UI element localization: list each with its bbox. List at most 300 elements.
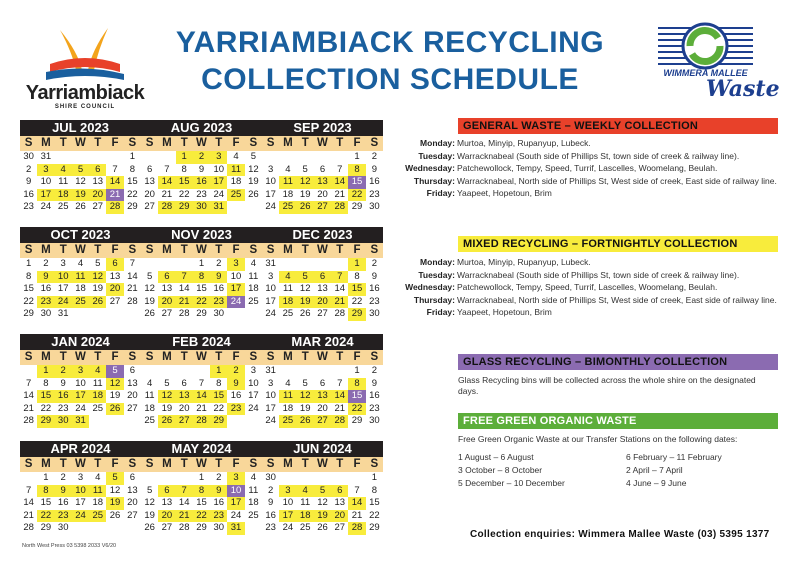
day-cell: 29	[351, 415, 363, 426]
page-title	[150, 24, 630, 98]
day-cell	[158, 472, 175, 485]
weekday-label: S	[24, 458, 33, 470]
day-cell: 20	[178, 402, 190, 414]
month-name: APR 2024	[20, 441, 141, 457]
printer-note: North West Press 03 5398 2033 V6/20	[22, 543, 117, 549]
weekday-label: W	[75, 137, 86, 149]
day-cell: 29	[210, 415, 227, 428]
day-cell: 11	[72, 271, 89, 284]
weekday-header	[20, 457, 141, 472]
day-cell: 18	[297, 510, 314, 523]
day-cell: 22	[193, 510, 210, 523]
day-cell: 22	[348, 403, 365, 416]
day-cell: 24	[75, 402, 86, 414]
day-cell: 20	[127, 497, 138, 508]
day-cell	[72, 522, 89, 535]
schedule-row	[398, 270, 780, 281]
day-cell: 5	[106, 365, 123, 378]
day-cell: 1	[176, 151, 193, 164]
day-cell: 7	[112, 163, 118, 175]
schedule-towns: Warracknabeal (South side of Phillips St, town side of creek & railway line).	[457, 150, 740, 161]
weekday-label: T	[180, 351, 188, 363]
day-cell: 24	[265, 308, 276, 319]
day-cell: 9	[210, 271, 227, 284]
day-cell: 26	[317, 522, 328, 533]
schedule-day: Wednesday:	[405, 282, 455, 292]
schedule-towns: Patchewollock, Tempy, Speed, Turrif, Lascelles, Woomelang, Beulah.	[457, 282, 718, 292]
day-cell: 15	[127, 176, 138, 187]
day-cell: 18	[230, 176, 242, 187]
day-cell: 14	[331, 390, 348, 403]
schedule-towns: Murtoa, Minyip, Rupanyup, Lubeck.	[457, 138, 591, 148]
day-cell: 9	[267, 497, 274, 508]
weekday-header	[141, 350, 262, 365]
day-cell: 9	[371, 377, 377, 389]
day-cell: 24	[282, 522, 294, 533]
day-cell: 2	[43, 258, 49, 269]
wimmera-mallee-waste-logo	[628, 20, 783, 108]
day-cell	[124, 415, 141, 428]
day-cell: 8	[354, 270, 360, 282]
schedule-day: Monday:	[420, 138, 455, 148]
day-cell	[314, 151, 331, 164]
shire-emblem-icon	[20, 22, 150, 84]
day-cell: 4	[55, 164, 72, 177]
day-cell: 9	[227, 378, 244, 391]
day-cell: 15	[40, 497, 52, 508]
day-cell: 28	[23, 522, 34, 533]
day-cell: 15	[196, 497, 207, 508]
weekday-label: F	[111, 458, 119, 470]
day-cell: 24	[265, 201, 276, 212]
weekday-label: M	[41, 244, 51, 256]
day-cell: 12	[89, 271, 106, 284]
day-cell: 30	[369, 415, 380, 426]
day-cell: 7	[337, 377, 343, 389]
weekday-label: S	[128, 351, 137, 363]
month-name: JUL 2023	[20, 120, 141, 136]
day-cell: 6	[319, 163, 326, 175]
day-cell: 27	[144, 201, 155, 212]
day-cell: 4	[297, 485, 314, 498]
day-cell: 17	[227, 283, 244, 296]
day-cell: 17	[57, 283, 69, 294]
day-cell: 14	[127, 270, 138, 282]
weekday-label: T	[215, 351, 223, 363]
day-cell: 17	[248, 390, 259, 401]
day-grid	[141, 365, 262, 428]
day-cell: 23	[369, 295, 380, 307]
day-cell: 26	[144, 522, 155, 533]
day-cell: 2	[25, 163, 32, 175]
title-line-2: COLLECTION SCHEDULE	[201, 63, 579, 96]
schedule-row	[398, 151, 780, 162]
day-cell: 26	[89, 296, 106, 309]
day-cell: 6	[146, 163, 153, 175]
day-cell: 21	[23, 402, 34, 414]
day-cell: 28	[106, 201, 123, 214]
day-cell: 30	[193, 201, 210, 214]
month-name: FEB 2024	[141, 334, 262, 350]
day-cell: 19	[299, 188, 311, 200]
day-cell: 8	[181, 163, 187, 175]
day-cell: 23	[210, 296, 227, 309]
day-cell: 29	[369, 522, 380, 533]
day-cell: 14	[106, 176, 123, 189]
green-waste-date: 2 April – 7 April	[626, 465, 683, 475]
day-cell	[141, 151, 158, 164]
day-cell: 2	[371, 365, 377, 376]
schedule-towns: Warracknabeal (South side of Phillips St, town side of creek & railway line).	[457, 269, 740, 280]
day-cell	[297, 151, 314, 164]
schedule-row	[398, 307, 780, 318]
day-cell: 28	[178, 308, 190, 319]
weekday-label: W	[317, 137, 328, 149]
day-cell: 31	[265, 258, 276, 269]
day-cell: 14	[23, 497, 34, 508]
weekday-label: W	[75, 458, 86, 470]
day-cell: 27	[314, 415, 331, 428]
day-cell: 6	[158, 271, 175, 284]
day-cell	[279, 472, 296, 485]
schedule-day: Tuesday:	[418, 150, 455, 161]
day-cell: 17	[227, 497, 244, 510]
weekday-label: T	[180, 458, 188, 470]
schedule-day: Thursday:	[413, 294, 455, 305]
day-cell: 20	[144, 188, 155, 200]
weekday-label: F	[353, 458, 361, 470]
weekday-label: M	[283, 351, 293, 363]
weekday-label: M	[41, 351, 51, 363]
day-cell	[106, 522, 123, 535]
day-cell: 6	[319, 377, 326, 389]
schedule-day: Monday:	[420, 257, 455, 267]
weekday-header	[262, 350, 383, 365]
day-cell: 13	[161, 497, 173, 508]
day-cell: 8	[193, 485, 210, 498]
day-cell: 11	[248, 484, 259, 496]
day-cell: 6	[158, 485, 175, 498]
weekday-label: T	[215, 244, 223, 256]
day-cell: 18	[279, 296, 296, 309]
weekday-label: T	[336, 458, 344, 470]
schedule-row	[398, 188, 780, 199]
day-cell: 21	[334, 188, 346, 200]
month-sep-2023	[262, 120, 383, 226]
day-cell: 29	[23, 308, 34, 319]
day-cell: 23	[265, 522, 276, 533]
month-name: JUN 2024	[262, 441, 383, 457]
day-cell: 25	[248, 295, 259, 307]
day-cell: 23	[23, 201, 34, 212]
day-cell: 3	[267, 163, 274, 175]
month-name: AUG 2023	[141, 120, 262, 136]
weekday-label: T	[180, 244, 188, 256]
day-cell: 2	[267, 484, 274, 496]
day-cell: 12	[144, 497, 155, 508]
day-cell: 12	[317, 497, 328, 508]
day-cell: 22	[40, 402, 52, 414]
day-cell: 16	[369, 283, 380, 294]
day-cell: 18	[248, 283, 259, 294]
day-cell: 8	[193, 271, 210, 284]
day-cell: 23	[369, 402, 380, 414]
collection-enquiries: Collection enquiries: Wimmera Mallee Waste (03) 5395 1377	[470, 529, 770, 540]
day-cell: 23	[57, 402, 69, 414]
day-cell: 19	[106, 497, 123, 510]
day-cell	[55, 151, 72, 164]
weekday-header	[141, 243, 262, 258]
day-cell: 5	[164, 377, 170, 389]
day-cell: 12	[158, 390, 175, 403]
day-cell	[141, 258, 158, 271]
weekday-label: T	[59, 137, 67, 149]
weekday-label: T	[215, 137, 223, 149]
day-cell: 10	[213, 163, 225, 175]
logo-line-1: WIMMERA MALLEE	[663, 68, 748, 78]
weekday-header	[262, 457, 383, 472]
day-cell: 6	[106, 258, 123, 271]
day-cell: 28	[178, 522, 190, 533]
day-cell: 6	[314, 271, 331, 284]
day-cell: 22	[127, 188, 138, 200]
schedule-towns: Yaapeet, Hopetoun, Brim	[457, 188, 552, 198]
weekday-label: W	[317, 244, 328, 256]
day-cell: 15	[196, 283, 207, 294]
weekday-label: S	[266, 351, 275, 363]
weekday-label: W	[317, 458, 328, 470]
weekday-label: S	[370, 244, 379, 256]
day-cell: 13	[127, 377, 138, 389]
day-cell: 9	[198, 163, 205, 175]
day-cell: 16	[55, 390, 72, 403]
day-cell: 31	[57, 308, 69, 319]
day-cell: 28	[348, 522, 365, 535]
day-cell: 30	[40, 308, 52, 319]
day-cell: 2	[193, 151, 210, 164]
day-cell: 28	[127, 295, 138, 307]
day-cell: 27	[109, 295, 121, 307]
day-cell: 29	[127, 201, 138, 212]
weekday-label: T	[94, 244, 102, 256]
day-cell: 14	[23, 390, 34, 401]
day-cell: 5	[297, 271, 314, 284]
day-cell: 1	[37, 365, 54, 378]
day-cell: 21	[331, 296, 348, 309]
day-cell	[245, 308, 262, 321]
day-cell: 11	[282, 283, 293, 294]
day-cell: 22	[193, 296, 210, 309]
day-cell: 6	[89, 164, 106, 177]
day-cell: 5	[302, 377, 308, 389]
day-cell: 11	[279, 176, 296, 189]
day-cell: 8	[129, 163, 135, 175]
day-cell: 26	[297, 415, 314, 428]
logo-subtitle: SHIRE COUNCIL	[54, 104, 116, 110]
day-cell	[20, 365, 37, 378]
day-cell: 15	[369, 497, 380, 508]
weekday-header	[20, 350, 141, 365]
weekday-label: S	[370, 458, 379, 470]
day-grid	[20, 151, 141, 214]
weekday-label: F	[232, 458, 240, 470]
day-cell	[262, 151, 279, 164]
schedule-towns: Warracknabeal, North side of Phillips St, West side of creek, East side of railway line.	[457, 175, 777, 186]
day-cell: 21	[127, 283, 138, 294]
day-cell: 21	[106, 189, 123, 202]
day-cell: 15	[23, 283, 34, 294]
day-cell: 7	[25, 377, 32, 389]
logo-line-2: Waste	[706, 76, 780, 102]
day-cell: 7	[331, 271, 348, 284]
day-cell: 7	[337, 163, 343, 175]
month-aug-2023	[141, 120, 262, 226]
day-cell: 12	[75, 176, 86, 187]
day-cell: 19	[248, 176, 259, 187]
day-cell: 14	[331, 176, 348, 189]
day-grid	[262, 472, 383, 535]
day-grid	[141, 472, 262, 535]
day-cell: 16	[57, 497, 69, 508]
day-cell: 29	[351, 201, 363, 212]
day-cell	[348, 472, 365, 485]
weekday-label: S	[128, 458, 137, 470]
day-cell	[89, 415, 106, 428]
day-cell: 24	[213, 188, 225, 200]
day-cell: 7	[176, 485, 193, 498]
day-cell: 1	[198, 258, 205, 269]
weekday-label: F	[353, 244, 361, 256]
day-cell: 13	[314, 176, 331, 189]
month-mar-2024	[262, 334, 383, 440]
day-cell: 7	[25, 484, 32, 496]
day-cell: 4	[95, 472, 101, 483]
day-cell: 3	[60, 258, 66, 269]
day-cell: 8	[348, 378, 365, 391]
day-cell: 8	[371, 484, 377, 496]
month-name: MAR 2024	[262, 334, 383, 350]
day-cell	[141, 472, 158, 485]
month-name: SEP 2023	[262, 120, 383, 136]
day-cell	[89, 151, 106, 164]
day-cell: 23	[227, 403, 244, 416]
day-cell: 16	[369, 390, 380, 401]
day-cell: 30	[55, 415, 72, 428]
weekday-label: S	[249, 351, 258, 363]
green-waste-date: 1 August – 6 August	[458, 452, 534, 462]
day-cell: 19	[299, 402, 311, 414]
title-line-1: YARRIAMBIACK RECYCLING	[175, 26, 605, 59]
day-cell: 10	[55, 271, 72, 284]
day-cell: 15	[348, 176, 365, 189]
month-name: OCT 2023	[20, 227, 141, 243]
day-cell: 25	[57, 201, 69, 212]
day-cell	[176, 365, 193, 378]
day-cell: 3	[250, 365, 256, 376]
weekday-label: S	[145, 244, 154, 256]
weekday-label: S	[128, 137, 137, 149]
day-cell: 11	[89, 485, 106, 498]
day-cell: 7	[354, 484, 360, 496]
weekday-label: S	[370, 137, 379, 149]
weekday-label: S	[128, 244, 137, 256]
day-cell: 13	[314, 390, 331, 403]
day-cell: 30	[57, 522, 69, 533]
green-waste-date: 3 October – 8 October	[458, 465, 543, 475]
day-cell: 11	[300, 497, 311, 508]
weekday-label: M	[162, 244, 172, 256]
day-cell: 10	[40, 176, 52, 187]
day-cell	[227, 415, 244, 428]
day-cell: 18	[92, 497, 104, 508]
month-name: NOV 2023	[141, 227, 262, 243]
month-apr-2024	[20, 441, 141, 547]
day-cell	[314, 472, 331, 485]
day-cell: 31	[72, 415, 89, 428]
day-cell: 16	[369, 176, 380, 187]
general-waste-schedule	[398, 138, 780, 201]
day-cell: 1	[25, 258, 32, 269]
day-grid	[20, 472, 141, 535]
day-cell: 20	[158, 510, 175, 523]
weekday-label: S	[266, 244, 275, 256]
day-cell: 24	[72, 510, 89, 523]
day-cell: 16	[230, 390, 242, 401]
day-grid	[262, 258, 383, 321]
day-cell: 7	[164, 163, 170, 175]
day-cell: 10	[75, 377, 86, 389]
month-feb-2024	[141, 334, 262, 440]
day-cell: 1	[354, 365, 360, 376]
weekday-label: W	[196, 244, 207, 256]
day-cell: 10	[265, 390, 276, 401]
day-cell: 24	[248, 402, 259, 414]
day-cell: 27	[161, 308, 173, 319]
weekday-header	[262, 243, 383, 258]
schedule-towns: Warracknabeal, North side of Phillips St, West side of creek, East side of railway line.	[457, 294, 777, 305]
day-cell: 13	[127, 484, 138, 496]
weekday-label: S	[370, 351, 379, 363]
day-cell: 16	[40, 283, 52, 294]
day-cell: 14	[178, 497, 190, 508]
day-grid	[141, 258, 262, 321]
day-cell: 25	[92, 402, 104, 414]
day-cell: 20	[317, 188, 328, 200]
day-cell: 3	[227, 472, 244, 485]
day-cell: 15	[176, 176, 193, 189]
mixed-recycling-heading: MIXED RECYCLING – FORTNIGHTLY COLLECTION	[458, 236, 778, 252]
day-cell: 22	[37, 510, 54, 523]
weekday-label: T	[59, 351, 67, 363]
day-cell: 26	[144, 308, 155, 319]
green-waste-date: 6 February – 11 February	[626, 452, 722, 462]
day-cell: 9	[60, 377, 66, 389]
weekday-label: W	[196, 351, 207, 363]
day-cell: 22	[351, 295, 363, 307]
yarriambiack-logo	[20, 22, 150, 110]
day-cell: 1	[43, 472, 49, 483]
day-cell: 12	[144, 283, 155, 294]
green-waste-dates	[458, 452, 778, 488]
day-cell: 2	[55, 365, 72, 378]
day-cell	[279, 365, 296, 378]
day-cell: 11	[92, 377, 103, 389]
day-cell: 28	[158, 201, 175, 214]
day-cell: 24	[230, 509, 242, 521]
day-cell: 12	[299, 283, 311, 294]
day-cell: 4	[77, 258, 84, 269]
day-cell	[245, 201, 262, 214]
